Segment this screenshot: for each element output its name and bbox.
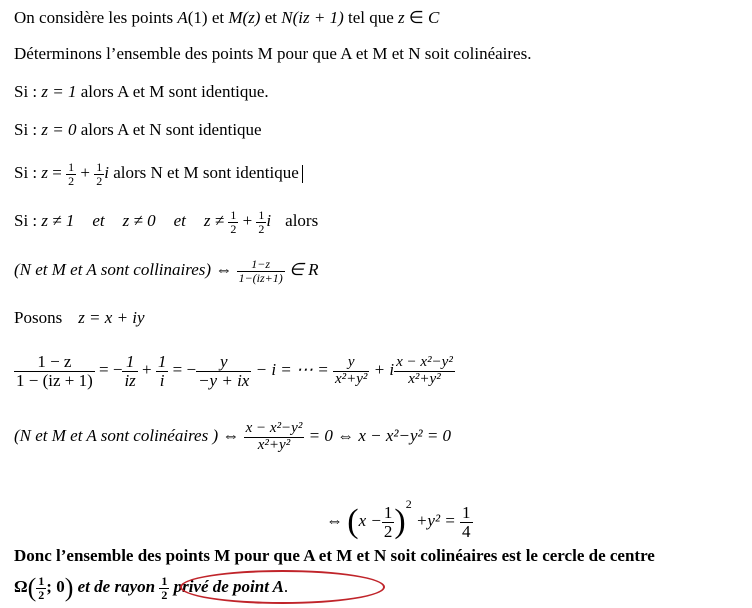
set-c: C [427, 8, 440, 27]
text: tel que [343, 8, 399, 27]
var-i: i [266, 211, 272, 230]
point-n: N [281, 8, 293, 27]
line-circle-equation [326, 476, 473, 549]
fraction: $\frac{1}{2}$ [230, 208, 237, 236]
line-points-definition [14, 8, 439, 28]
equiv-symbol: ⇔ [326, 511, 348, 530]
text: Si : [14, 211, 42, 230]
line-collinear-condition [14, 254, 318, 286]
text: + [137, 360, 156, 379]
var-z: z [398, 8, 405, 27]
math-expr: + i [369, 360, 395, 379]
math-expr: = 0 ⇔ x − x²−y² = 0 [304, 426, 452, 445]
omega-center: Ω [14, 577, 28, 596]
right-paren: ) [394, 503, 406, 541]
line-posons [14, 308, 145, 328]
var-z: z [41, 163, 49, 182]
equiv-symbol: ⇔ [218, 426, 244, 445]
text: + [76, 163, 95, 182]
text: et de rayon [73, 577, 160, 596]
line-determine: Déterminons l’ensemble des points M pour que A et M et N soit colinéaires. [14, 44, 532, 63]
math-expr: z = 1 [41, 82, 77, 101]
text-prive: privé de point A [169, 577, 284, 596]
text: . [283, 577, 289, 596]
math-expr: z ≠ 0 [122, 211, 156, 230]
text: et [207, 8, 229, 27]
line-conclusion: Donc l’ensemble des points M pour que A et M et N soit colinéaires est le cercle de centre [14, 546, 655, 565]
fraction: $\frac{\text{x − x²−y²}}{\text{x²+y²}}$ [396, 353, 453, 387]
text: Si : [14, 120, 42, 139]
fraction: $\frac{\text{x − x²−y²}}{\text{x²+y²}}$ [245, 419, 303, 453]
text-et: et [173, 211, 186, 230]
text: Posons [14, 308, 63, 327]
left-paren: ( [347, 503, 359, 541]
text: alors A et M sont identique. [76, 82, 269, 101]
text: alors N et M sont identique [108, 163, 299, 182]
text-cursor [302, 165, 303, 183]
red-ellipse-annotation [180, 570, 385, 604]
fraction: $\frac{1}{4}$ [462, 502, 471, 541]
right-paren: ) [64, 573, 74, 603]
line-case-z-0 [14, 120, 262, 140]
text: alors [285, 211, 319, 230]
math-expr: z = x + iy [78, 308, 145, 327]
math-expr: ; 0 [46, 577, 65, 596]
math-expr: z ≠ [203, 211, 229, 230]
fraction: $\frac{1}{2}$ [383, 502, 393, 541]
point-m-affix: (z) [242, 8, 261, 27]
point-m: M [228, 8, 243, 27]
math-expr: z ≠ 1 [41, 211, 75, 230]
var-i: i [104, 163, 109, 182]
point-a-affix: (1) [187, 8, 208, 27]
line-case-z-half [14, 158, 303, 188]
text: alors A et N sont identique [76, 120, 262, 139]
fraction: $\frac{1}{2}$ [68, 160, 75, 188]
math-expr: +y² = [411, 511, 461, 530]
text: = − [168, 360, 197, 379]
text: Si : [14, 163, 42, 182]
text: Si : [14, 82, 42, 101]
fraction: $\frac{1}{iz}$ [124, 351, 136, 390]
fraction: $\frac{1 - z}{1 - (iz + 1)}$ [16, 351, 93, 390]
fraction: $\frac{1}{2}$ [161, 574, 168, 602]
fraction: $\frac{y}{\text{x²+y²}}$ [334, 353, 368, 387]
text: et [260, 8, 282, 27]
line-case-z-1 [14, 82, 269, 102]
text: = − [94, 360, 123, 379]
math-expr: x − [358, 511, 382, 530]
left-paren: ( [27, 573, 37, 603]
math-expr: − i = ⋯ = [251, 360, 333, 379]
text-et: et [92, 211, 105, 230]
line-computation [14, 344, 455, 396]
symbol-in: ∈ [404, 8, 428, 27]
math-expr: (N et M et A sont collinaires) [14, 260, 212, 279]
math-expr: (N et M et A sont colinéaires ) [14, 426, 219, 445]
line-colinear-equivalence [14, 410, 451, 462]
fraction: $\frac{1}{2}$ [38, 574, 45, 602]
point-a: A [177, 8, 188, 27]
fraction: $\frac{1}{2}$ [258, 208, 265, 236]
fraction: $\frac{y}{-y + ix}$ [198, 351, 250, 390]
line-general-case [14, 206, 318, 236]
text: + [238, 211, 257, 230]
text: On considère les points [14, 8, 178, 27]
exponent: 2 [405, 497, 412, 511]
fraction: $\frac{1-z}{1-(iz+1)}$ [238, 257, 283, 285]
text: = [48, 163, 67, 182]
point-n-affix: (iz + 1) [292, 8, 344, 27]
equiv-symbol: ⇔ [211, 260, 237, 279]
math-expr: z = 0 [41, 120, 77, 139]
fraction: $\frac{1}{2}$ [96, 160, 103, 188]
fraction: $\frac{1}{i}$ [157, 351, 167, 390]
math-expr: ∈ R [284, 260, 319, 279]
